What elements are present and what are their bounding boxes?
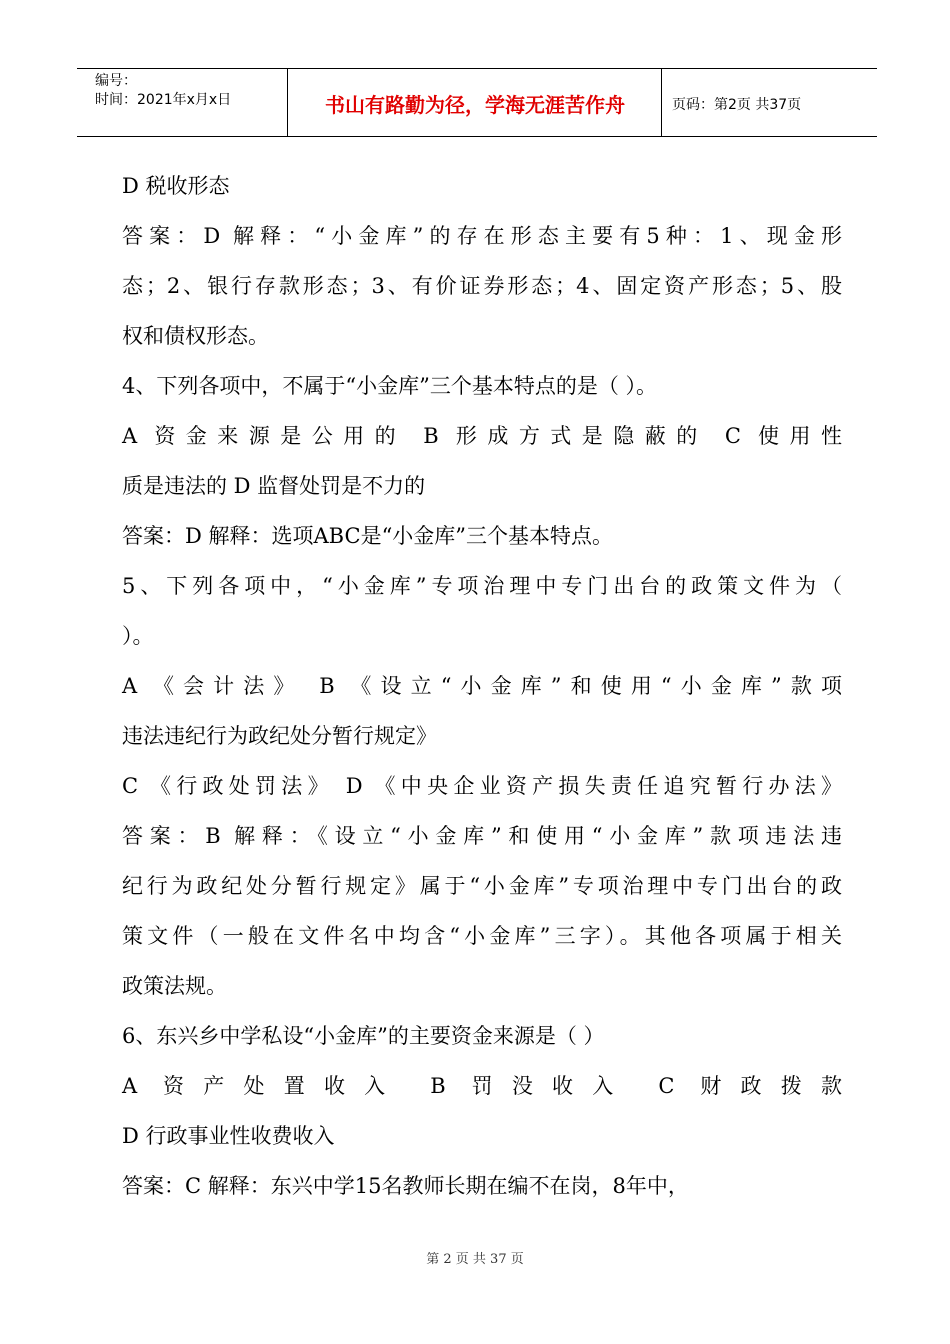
text-line: A 《会计法》 B 《设立“小金库”和使用“小金库”款项	[122, 674, 842, 698]
text-line: D 行政事业性收费收入	[122, 1124, 335, 1148]
text-line: A 资产处置收入 B 罚没收入 C 财政拨款	[122, 1074, 842, 1098]
text-line: 权和债权形态。	[122, 324, 269, 348]
text-line: 答案：C 解释：东兴中学15名教师长期在编不在岗，8年中，	[122, 1174, 689, 1198]
text-line: C 《行政处罚法》 D 《中央企业资产损失责任追究暂行办法》	[122, 774, 842, 798]
header-page-info: 页码：第2页 共37页	[672, 97, 802, 113]
document-number-label: 编号：	[95, 73, 137, 89]
text-line: D 税收形态	[122, 174, 230, 198]
text-line: 政策法规。	[122, 974, 227, 998]
page-footer: 第 2 页 共 37 页	[426, 1252, 524, 1267]
header-motto: 书山有路勤为径，学海无涯苦作舟	[325, 93, 625, 117]
text-line: 答案：D 解释：“小金库”的存在形态主要有5种：1、现金形	[122, 224, 842, 248]
page-header	[77, 68, 877, 137]
question-4: 4、下列各项中，不属于“小金库”三个基本特点的是（ ）。	[122, 374, 658, 398]
text-line: ）。	[122, 624, 154, 648]
text-line: 答案：B 解释：《设立“小金库”和使用“小金库”款项违法违	[122, 824, 842, 848]
question-6: 6、东兴乡中学私设“小金库”的主要资金来源是（ ）	[122, 1024, 605, 1048]
question-5: 5、下列各项中，“小金库”专项治理中专门出台的政策文件为（	[122, 574, 842, 598]
text-line: 质是违法的 D 监督处罚是不力的	[122, 474, 426, 498]
text-line: 态；2、银行存款形态；3、有价证券形态；4、固定资产形态；5、股	[122, 274, 842, 298]
text-line: 违法违纪行为政纪处分暂行规定》	[122, 724, 437, 748]
header-meta	[95, 72, 231, 110]
document-body	[122, 161, 842, 1211]
document-time-label: 时间：2021年x月x日	[95, 92, 232, 108]
header-divider-right	[661, 69, 662, 136]
header-divider-left	[287, 69, 288, 136]
text-line: 答案：D 解释：选项ABC是“小金库”三个基本特点。	[122, 524, 614, 548]
text-line: 纪行为政纪处分暂行规定》属于“小金库”专项治理中专门出台的政	[122, 874, 842, 898]
text-line: A 资金来源是公用的 B 形成方式是隐蔽的 C 使用性	[122, 424, 842, 448]
text-line: 策文件（一般在文件名中均含“小金库”三字）。其他各项属于相关	[122, 924, 842, 948]
